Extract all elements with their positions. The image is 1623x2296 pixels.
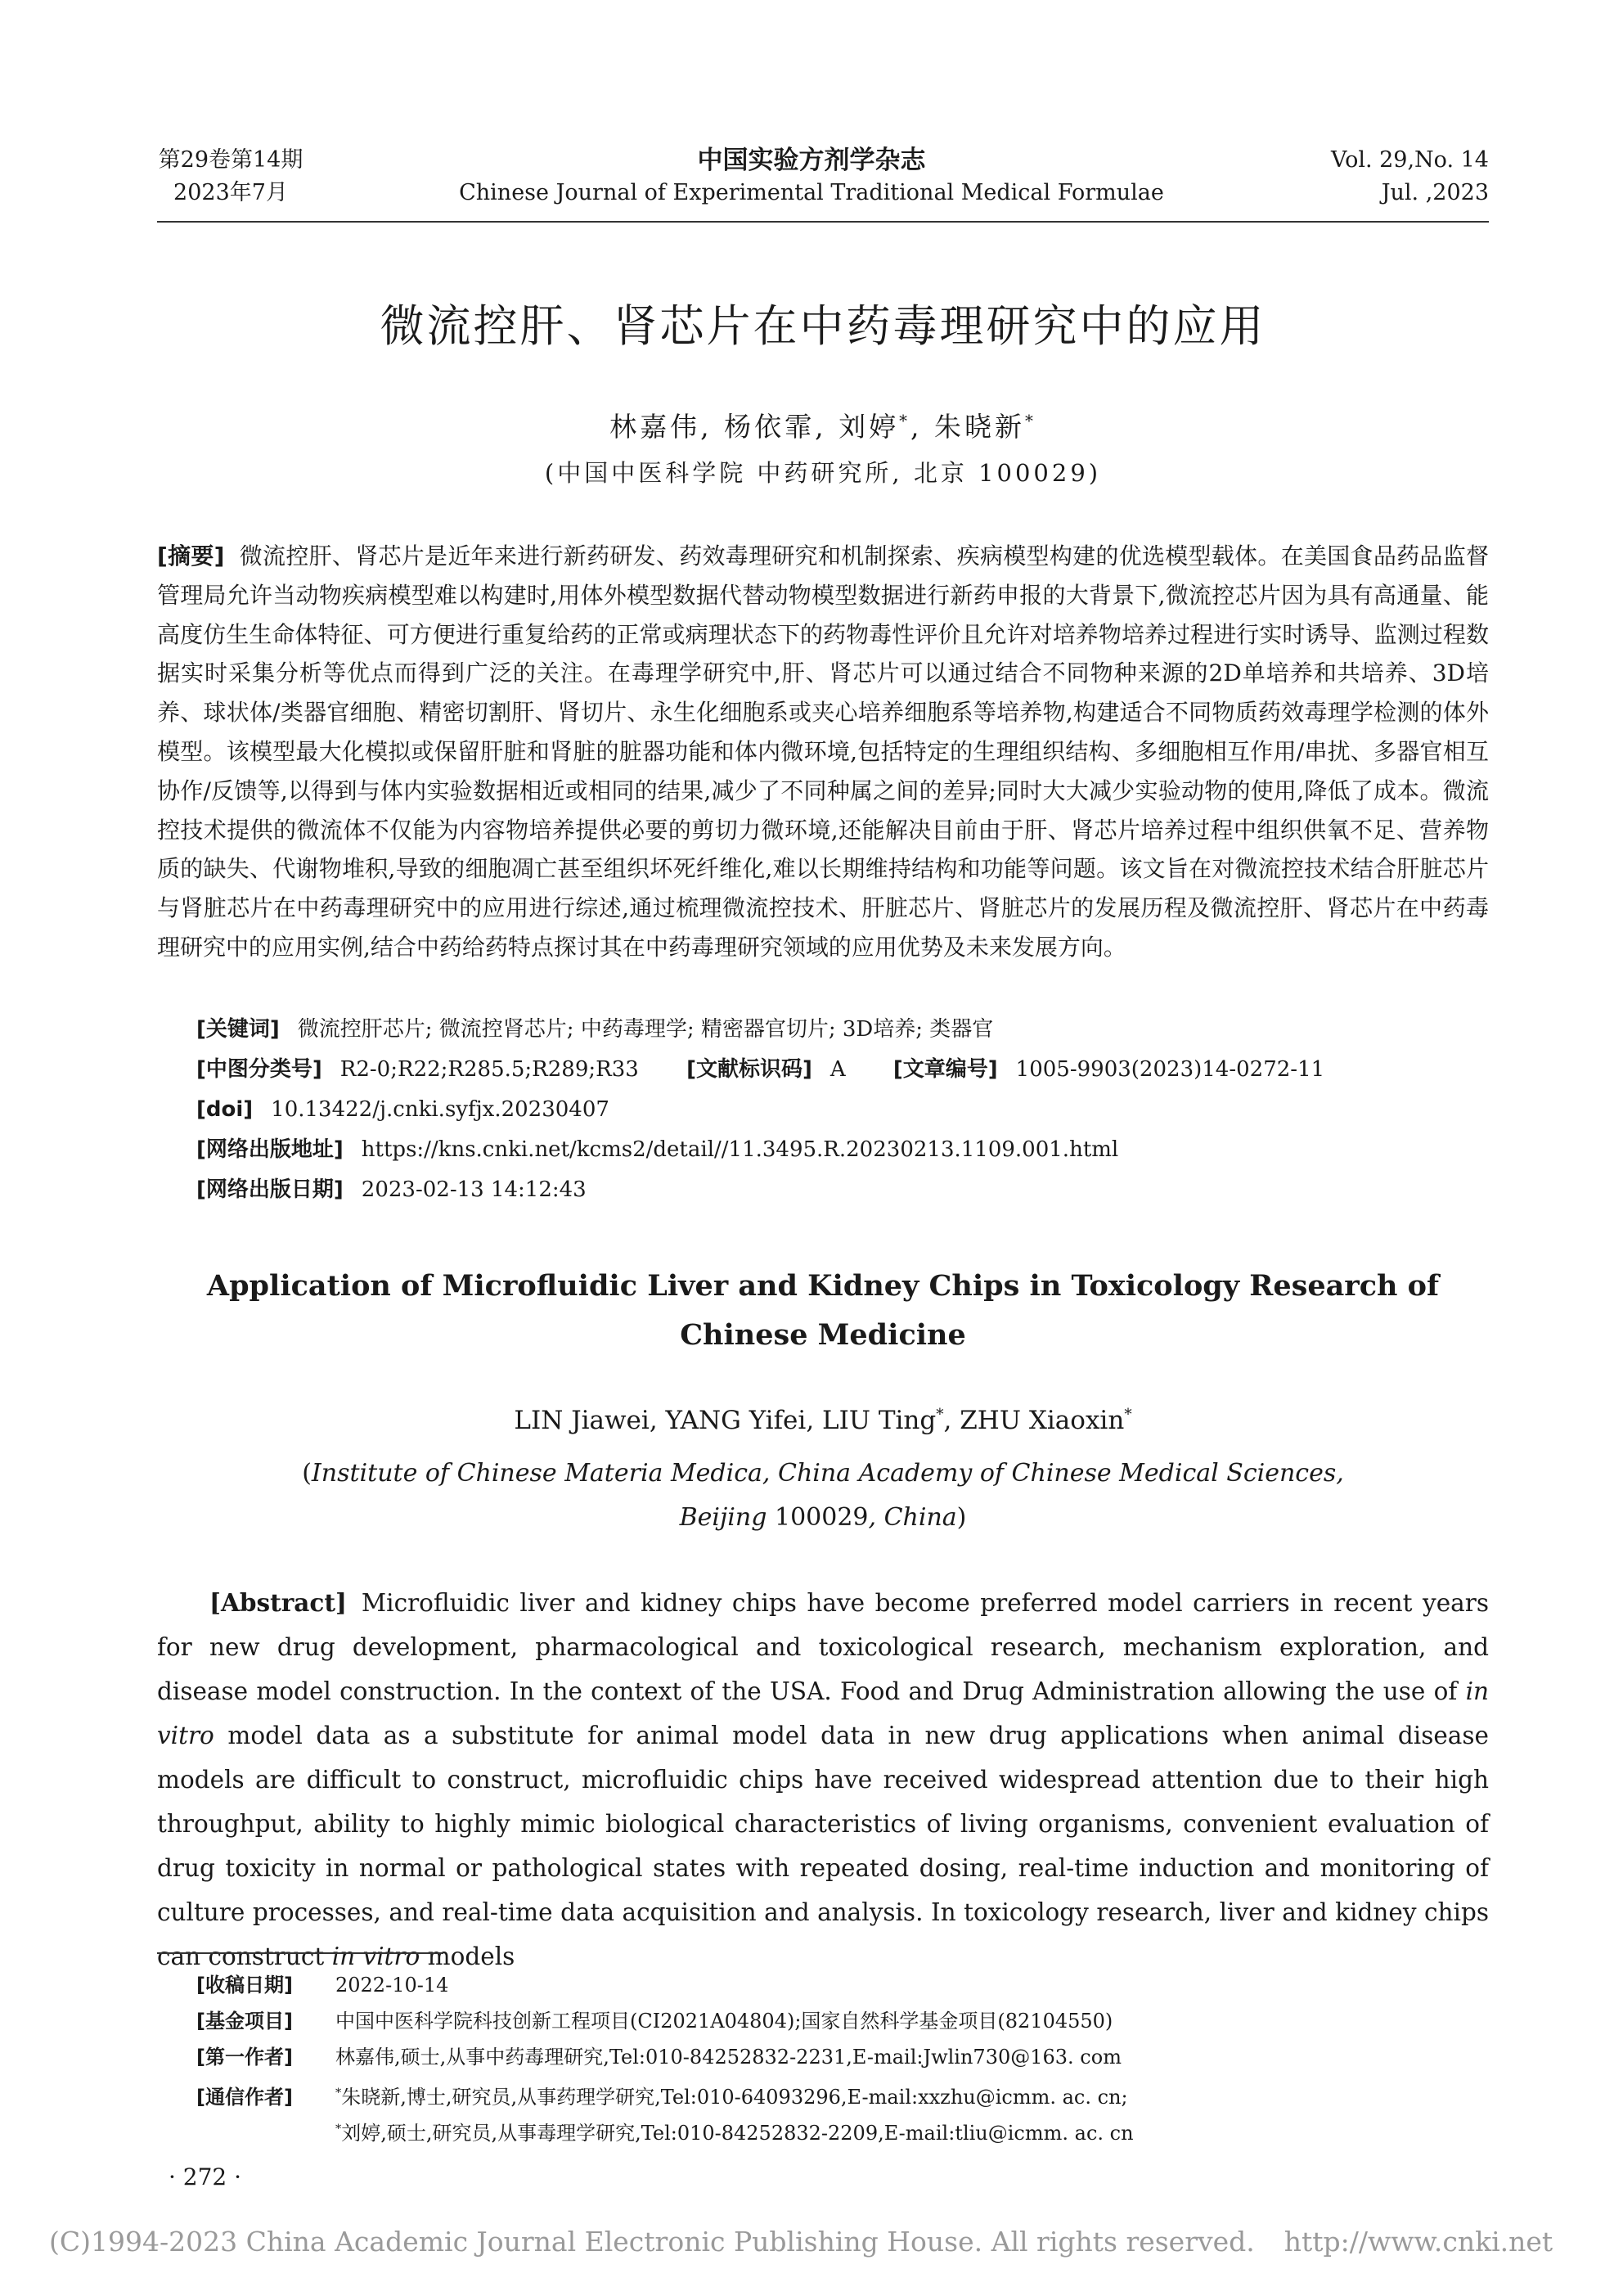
doi-row [196,1095,1489,1124]
header-volume-en [1276,144,1489,209]
article-title-cn: 微流控肝、肾芯片在中药毒理研究中的应用 [380,300,1266,352]
abstract-en-text: models [427,1943,515,1970]
author: LIN Jiawei [514,1406,650,1435]
doc-code-value: A [829,1057,846,1082]
journal-name-cn: 中国实验方剂学杂志 [697,146,926,175]
header-journal-name [409,144,1214,209]
author: 杨依霏 [724,411,816,443]
abstract-en-italic: in vitro [157,1677,1489,1749]
header-date-cn: 2023年7月 [173,180,288,205]
affiliation-zip: 100029 [774,1503,869,1532]
abstract-text-cn: 微流控肝、肾芯片是近年来进行新药研发、药效毒理研究和机制探索、疾病模型构建的优选模型载体。在美国食品药品监督管理局允许当动物疾病模型难以构建时,用体外模型数据代替动物模型数据进行新药申报的大背景下,微流控芯片因为具有高通量、能高度仿生生命体特征、可方便进行重复给药的正常或病理状态下的药物毒性评价且允许对培养物培养过程进行实时诱导、监测过程数据实时采集分析等优点而得到广泛的关注。在毒理学研究中,肝、肾芯片可以通过结合不同物种来源的2D单培养和共培养、3D培养、球状体/类器官细胞、精密切割肝、肾切片、永生化细胞系或夹心培养细胞系等培养物,构建适合不同物质药效毒理学检测的体外模型。该模型最大化模拟或保留肝脏和肾脏的脏器功能和体内微环境,包括特定的生理组织结构、多细胞相互作用/串扰、多器官相互协作/反馈等,以得到与体内实验数据相近或相同的结果,减少了不同种属之间的差异;同时大大减少实验动物的使用,降低了成本。微流控技术提供的微流体不仅能为内容物培养提供必要的剪切力微环境,还能解决目前由于肝、肾芯片培养过程中组织供氧不足、营养物质的缺失、代谢物堆积,导致的细胞凋亡甚至组织坏死纤维化,难以长期维持结构和功能等问题。该文旨在对微流控技术结合肝脏芯片与肾脏芯片在中药毒理研究中的应用进行综述,通过梳理微流控技术、肝脏芯片、肾脏芯片的发展历程及微流控肝、肾芯片在中药毒理研究中的应用实例,结合中药给药特点探讨其在中药毒理研究领域的应用优势及未来发展方向。 [157,542,1489,961]
first-author-label: [第一作者] [196,2046,293,2069]
title-en-line1: Application of Microfluidic Liver and Kidney Chips in Toxicology Research of [206,1269,1440,1303]
copyright-watermark [49,2226,1553,2258]
footnote-corresponding-2: *刘婷,硕士,研究员,从事毒理学研究,Tel:010-84252832-2209,E-mail:tliu@icmm. ac. cn [335,2122,1134,2145]
received-label: [收稿日期] [196,1974,293,1997]
abstract-label-en: [Abstract] [209,1588,347,1617]
cnki-link[interactable]: http://www.cnki.net [1284,2226,1553,2258]
affiliation-city: Beijing [679,1503,767,1532]
corresponding-value: 朱晓新,博士,研究员,从事药理学研究,Tel:010-64093296,E-mail:xxzhu@icmm. ac. cn; [341,2086,1128,2109]
first-author-value: 林嘉伟,硕士,从事中药毒理研究,Tel:010-84252832-2231,E-mail:Jwlin730@163. com [335,2046,1122,2069]
header-issue-cn: 第29卷第14期 [158,147,303,173]
header-rule [157,221,1489,223]
author-list-en: LIN Jiawei, YANG Yifei, LIU Ting*, ZHU Xiaoxin* [514,1406,1132,1435]
doi-value: 10.13422/j.cnki.syfjx.20230407 [271,1097,609,1122]
footnote-first-author [196,2044,1489,2070]
affiliation-en: (Institute of Chinese Materia Medica, China Academy of Chinese Medical Sciences, Beijing 100029, China) [302,1459,1344,1532]
author: 林嘉伟 [609,411,701,443]
abstract-en-italic: in vitro [331,1943,420,1970]
footnote-received [196,1972,1489,1998]
keywords-value: 微流控肝芯片; 微流控肾芯片; 中药毒理学; 精密器官切片; 3D培养; 类器官 [297,1017,994,1042]
online-url-row [196,1135,1489,1164]
fund-value: 中国中医科学院科技创新工程项目(CI2021A04804);国家自然科学基金项目(82104550) [335,2010,1113,2033]
journal-name-en: Chinese Journal of Experimental Traditional Medical Formulae [459,180,1164,205]
header-date-en: Jul. ,2023 [1381,180,1489,205]
abstract-cn [157,537,1489,967]
received-value: 2022-10-14 [335,1974,449,1997]
footnote-corresponding: [通信作者] *朱晓新,博士,研究员,从事药理学研究,Tel:010-64093296,E-mail:xxzhu@icmm. ac. cn; [196,2086,1128,2109]
footnote-fund [196,2008,1489,2034]
author-list-cn: 林嘉伟, 杨依霏, 刘婷*, 朱晓新* [609,411,1036,443]
online-url-label: [网络出版地址] [196,1137,344,1162]
author: ZHU Xiaoxin [960,1406,1125,1435]
abstract-en [157,1581,1489,1979]
corresponding-label: [通信作者] [196,2086,293,2109]
corresponding-value: 刘婷,硕士,研究员,从事毒理学研究,Tel:010-84252832-2209,E-mail:tliu@icmm. ac. cn [341,2122,1134,2145]
article-title-en [157,1262,1489,1360]
page-number: · 272 · [169,2163,242,2190]
online-date-value: 2023-02-13 14:12:43 [361,1177,587,1202]
article-no-label: [文章编号] [892,1057,998,1082]
keywords-cn [196,1015,1489,1044]
abstract-en-text: model data as a substitute for animal model data in new drug applications when animal disease models are difficult to construct, microfluidic chips have received widespread attention due to their high throughput, ability to highly mimic biological characteristics of living organisms, convenient evaluation of drug toxicity in normal or pathological states with repeated dosing, real-time induction and monitoring of culture processes, and real-time data acquisition and analysis. In toxicology research, liver and kidney chips can construct [157,1722,1489,1970]
abstract-label-cn: [摘要] [157,542,225,569]
fund-label: [基金项目] [196,2010,293,2033]
online-date-label: [网络出版日期] [196,1177,344,1202]
classification-row [196,1055,1489,1084]
article-no-value: 1005-9903(2023)14-0272-11 [1015,1057,1325,1082]
header-issue-en: Vol. 29,No. 14 [1331,147,1489,173]
author: LIU Ting [822,1406,937,1435]
header-volume-issue [157,144,304,209]
affiliation-country: China [883,1503,957,1532]
footnote-rule [157,1952,443,1954]
copyright-text: (C)1994-2023 China Academic Journal Electronic Publishing House. All rights reserved. [49,2226,1255,2258]
online-date-row [196,1175,1489,1204]
doi-label: [doi] [196,1097,254,1122]
clc-label: [中图分类号] [196,1057,322,1082]
keywords-label: [关键词] [196,1017,280,1042]
author: 刘婷 [838,411,900,443]
affiliation-cn: (中国中医科学院 中药研究所, 北京 100029) [544,459,1102,487]
title-en-line2: Chinese Medicine [680,1318,966,1352]
author: YANG Yifei [665,1406,807,1435]
abstract-en-text: Microfluidic liver and kidney chips have become preferred model carriers in recent years for new drug development, pharmacological and toxicological research, mechanism exploration, and disease model construction. In the context of the USA. Food and Drug Administration allowing the use of [157,1589,1489,1705]
online-url-link[interactable]: https://kns.cnki.net/kcms2/detail//11.3495.R.20230213.1109.001.html [361,1137,1119,1162]
clc-value: R2-0;R22;R285.5;R289;R33 [339,1057,639,1082]
affiliation-en-line1: Institute of Chinese Materia Medica, China Academy of Chinese Medical Sciences, [311,1459,1344,1488]
author: 朱晓新 [933,411,1025,443]
doc-code-label: [文献标识码] [686,1057,812,1082]
